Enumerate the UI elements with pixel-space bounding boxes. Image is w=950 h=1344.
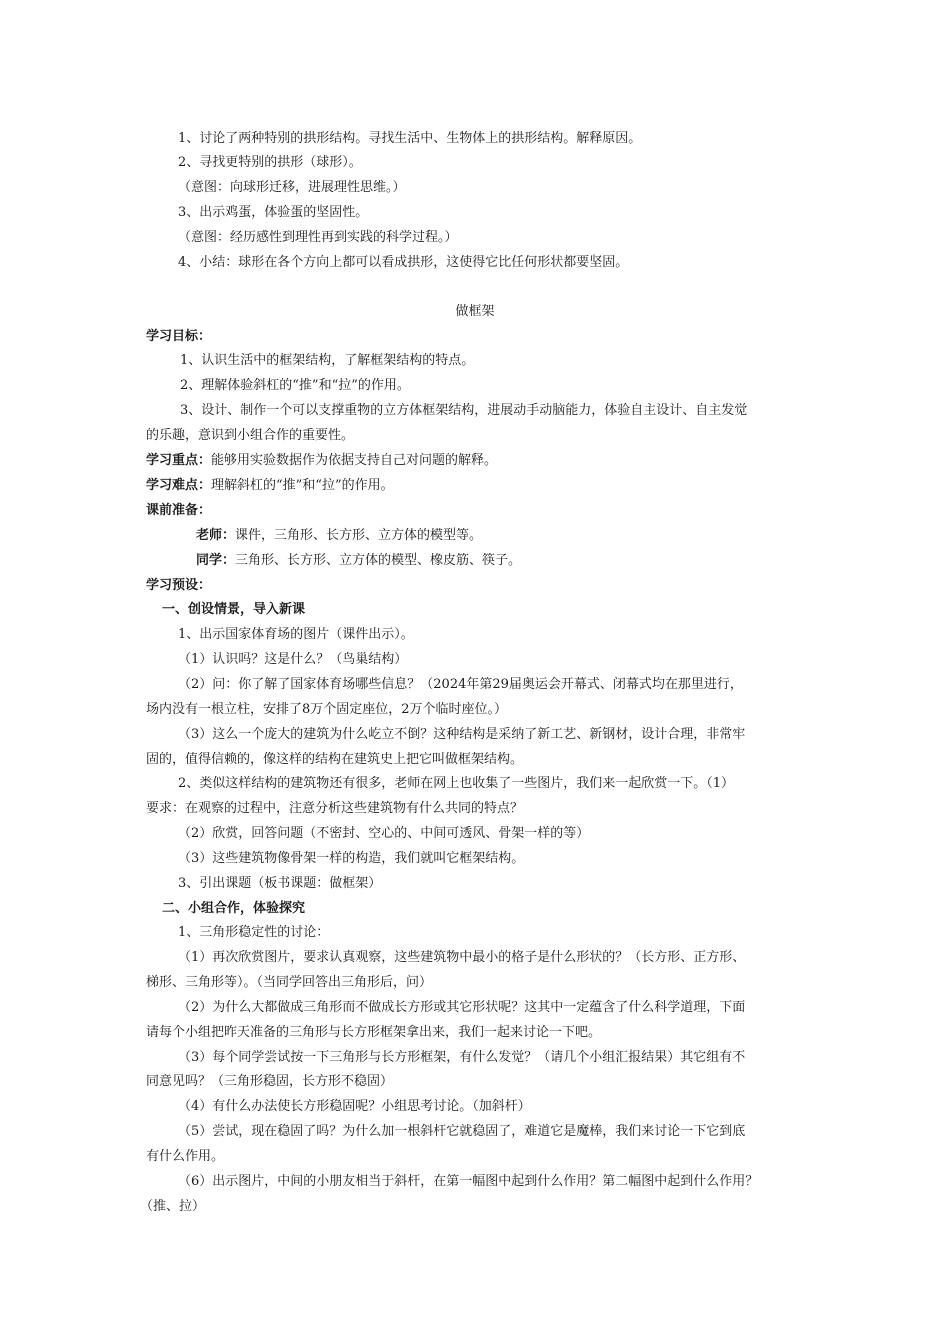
prep-student-text: 三角形、长方形、立方体的模型、橡皮筋、筷子。	[235, 553, 522, 568]
s2-p5: （4）有什么办法使长方形稳固呢？小组思考讨论。（加斜杆）	[178, 1099, 531, 1114]
section-2-heading: 二、小组合作，体验探究	[162, 901, 306, 916]
s2-p7-line-2: （推、拉）	[140, 1199, 206, 1214]
prep-heading: 课前准备：	[146, 503, 212, 518]
s2-p1: 1、三角形稳定性的讨论：	[178, 925, 330, 940]
s1-p4-line-2: 固的，值得信赖的，像这样的结构在建筑史上把它叫做框架结构。	[146, 752, 524, 767]
s1-p5-line-2: 要求：在观察的过程中，注意分析这些建筑物有什么共同的特点？	[146, 801, 524, 816]
section-1-heading: 一、创设情景，导入新课	[162, 602, 306, 617]
prep-teacher-text: 课件，三角形、长方形、立方体的模型等。	[235, 528, 483, 543]
key-point-text: 能够用实验数据作为依据支持自己对问题的解释。	[211, 453, 498, 468]
s1-p3-line-2: 场内没有一根立柱，安排了8万个固定座位，2万个临时座位。）	[146, 702, 508, 717]
intro-line-3: （意图：向球形迁移，进展理性思维。）	[178, 180, 406, 195]
prep-student	[196, 552, 521, 570]
s1-p4-line-1: （3）这么一个庞大的建筑为什么屹立不倒？这种结构是采纳了新工艺、新钢材，设计合理，非常牢	[178, 727, 746, 742]
s2-p4-line-1: （3）每个同学尝试按一下三角形与长方形框架，有什么发觉？（请几个小组汇报结果）其它组有不	[178, 1050, 746, 1065]
s2-p7-line-1: （6）出示图片，中间的小朋友相当于斜杆，在第一幅图中起到什么作用？第二幅图中起到什么作用？	[178, 1174, 759, 1189]
s1-p1: 1、出示国家体育场的图片（课件出示）。	[178, 627, 414, 642]
intro-line-2: 2、寻找更特别的拱形（球形）。	[178, 155, 362, 170]
s1-p5-line-1: 2、类似这样结构的建筑物还有很多，老师在网上也收集了一些图片，我们来一起欣赏一下。（1）	[178, 776, 735, 791]
s2-p2-line-2: 梯形、三角形等）。（当同学回答出三角形后，问）	[146, 975, 433, 990]
goal-3-line-2: 的乐趣，意识到小组合作的重要性。	[146, 428, 355, 443]
intro-line-4: 3、出示鸡蛋，体验蛋的坚固性。	[178, 205, 369, 220]
s2-p6-line-1: （5）尝试，现在稳固了吗？为什么加一根斜杆它就稳固了，难道它是魔棒，我们来讨论一下它到底	[178, 1124, 746, 1139]
s1-p6: （2）欣赏，回答问题（不密封、空心的、中间可透风、骨架一样的等）	[178, 826, 590, 841]
intro-line-1: 1、讨论了两种特别的拱形结构。寻找生活中、生物体上的拱形结构。解释原因。	[178, 131, 642, 146]
intro-line-5: （意图：经历感性到理性再到实践的科学过程。）	[178, 230, 458, 245]
s2-p3-line-2: 请每个小组把昨天准备的三角形与长方形框架拿出来，我们一起来讨论一下吧。	[146, 1025, 602, 1040]
goal-1: 1、认识生活中的框架结构，了解框架结构的特点。	[180, 353, 475, 368]
key-point-label: 学习重点：	[146, 453, 212, 468]
s2-p4-line-2: 同意见吗？（三角形稳固，长方形不稳固）	[146, 1074, 394, 1089]
difficulty-text: 理解斜杠的“推”和“拉”的作用。	[211, 478, 394, 493]
s1-p8: 3、引出课题（板书课题：做框架）	[178, 876, 382, 891]
key-point	[146, 452, 497, 470]
s2-p2-line-1: （1）再次欣赏图片，要求认真观察，这些建筑物中最小的格子是什么形状的？（长方形、正方形、	[178, 950, 746, 965]
difficulty-label: 学习难点：	[146, 478, 212, 493]
goal-3-line-1: 3、设计、制作一个可以支撑重物的立方体框架结构，进展动手动脑能力，体验自主设计、自主发觉	[180, 403, 748, 418]
preset-heading: 学习预设：	[146, 578, 212, 593]
intro-line-6: 4、小结：球形在各个方向上都可以看成拱形，这使得它比任何形状都要坚固。	[178, 255, 629, 270]
difficulty-point	[146, 477, 394, 495]
prep-teacher-label: 老师：	[196, 528, 236, 543]
s1-p3-line-1: （2）问：你了解了国家体育场哪些信息？（2024年第29届奥运会开幕式、闭幕式均在那里进行，	[178, 677, 743, 692]
prep-teacher	[196, 527, 482, 545]
goal-2: 2、理解体验斜杠的“推”和“拉”的作用。	[180, 378, 410, 393]
s2-p6-line-2: 有什么作用。	[146, 1149, 225, 1164]
prep-student-label: 同学：	[196, 553, 236, 568]
goals-heading: 学习目标：	[146, 329, 212, 344]
page-title: 做框架	[455, 304, 495, 319]
s1-p7: （3）这些建筑物像骨架一样的构造，我们就叫它框架结构。	[178, 851, 525, 866]
s1-p2: （1）认识吗？这是什么？（鸟巢结构）	[178, 652, 408, 667]
s2-p3-line-1: （2）为什么大都做成三角形而不做成长方形或其它形状呢？这其中一定蕴含了什么科学道理，下面	[178, 1000, 746, 1015]
